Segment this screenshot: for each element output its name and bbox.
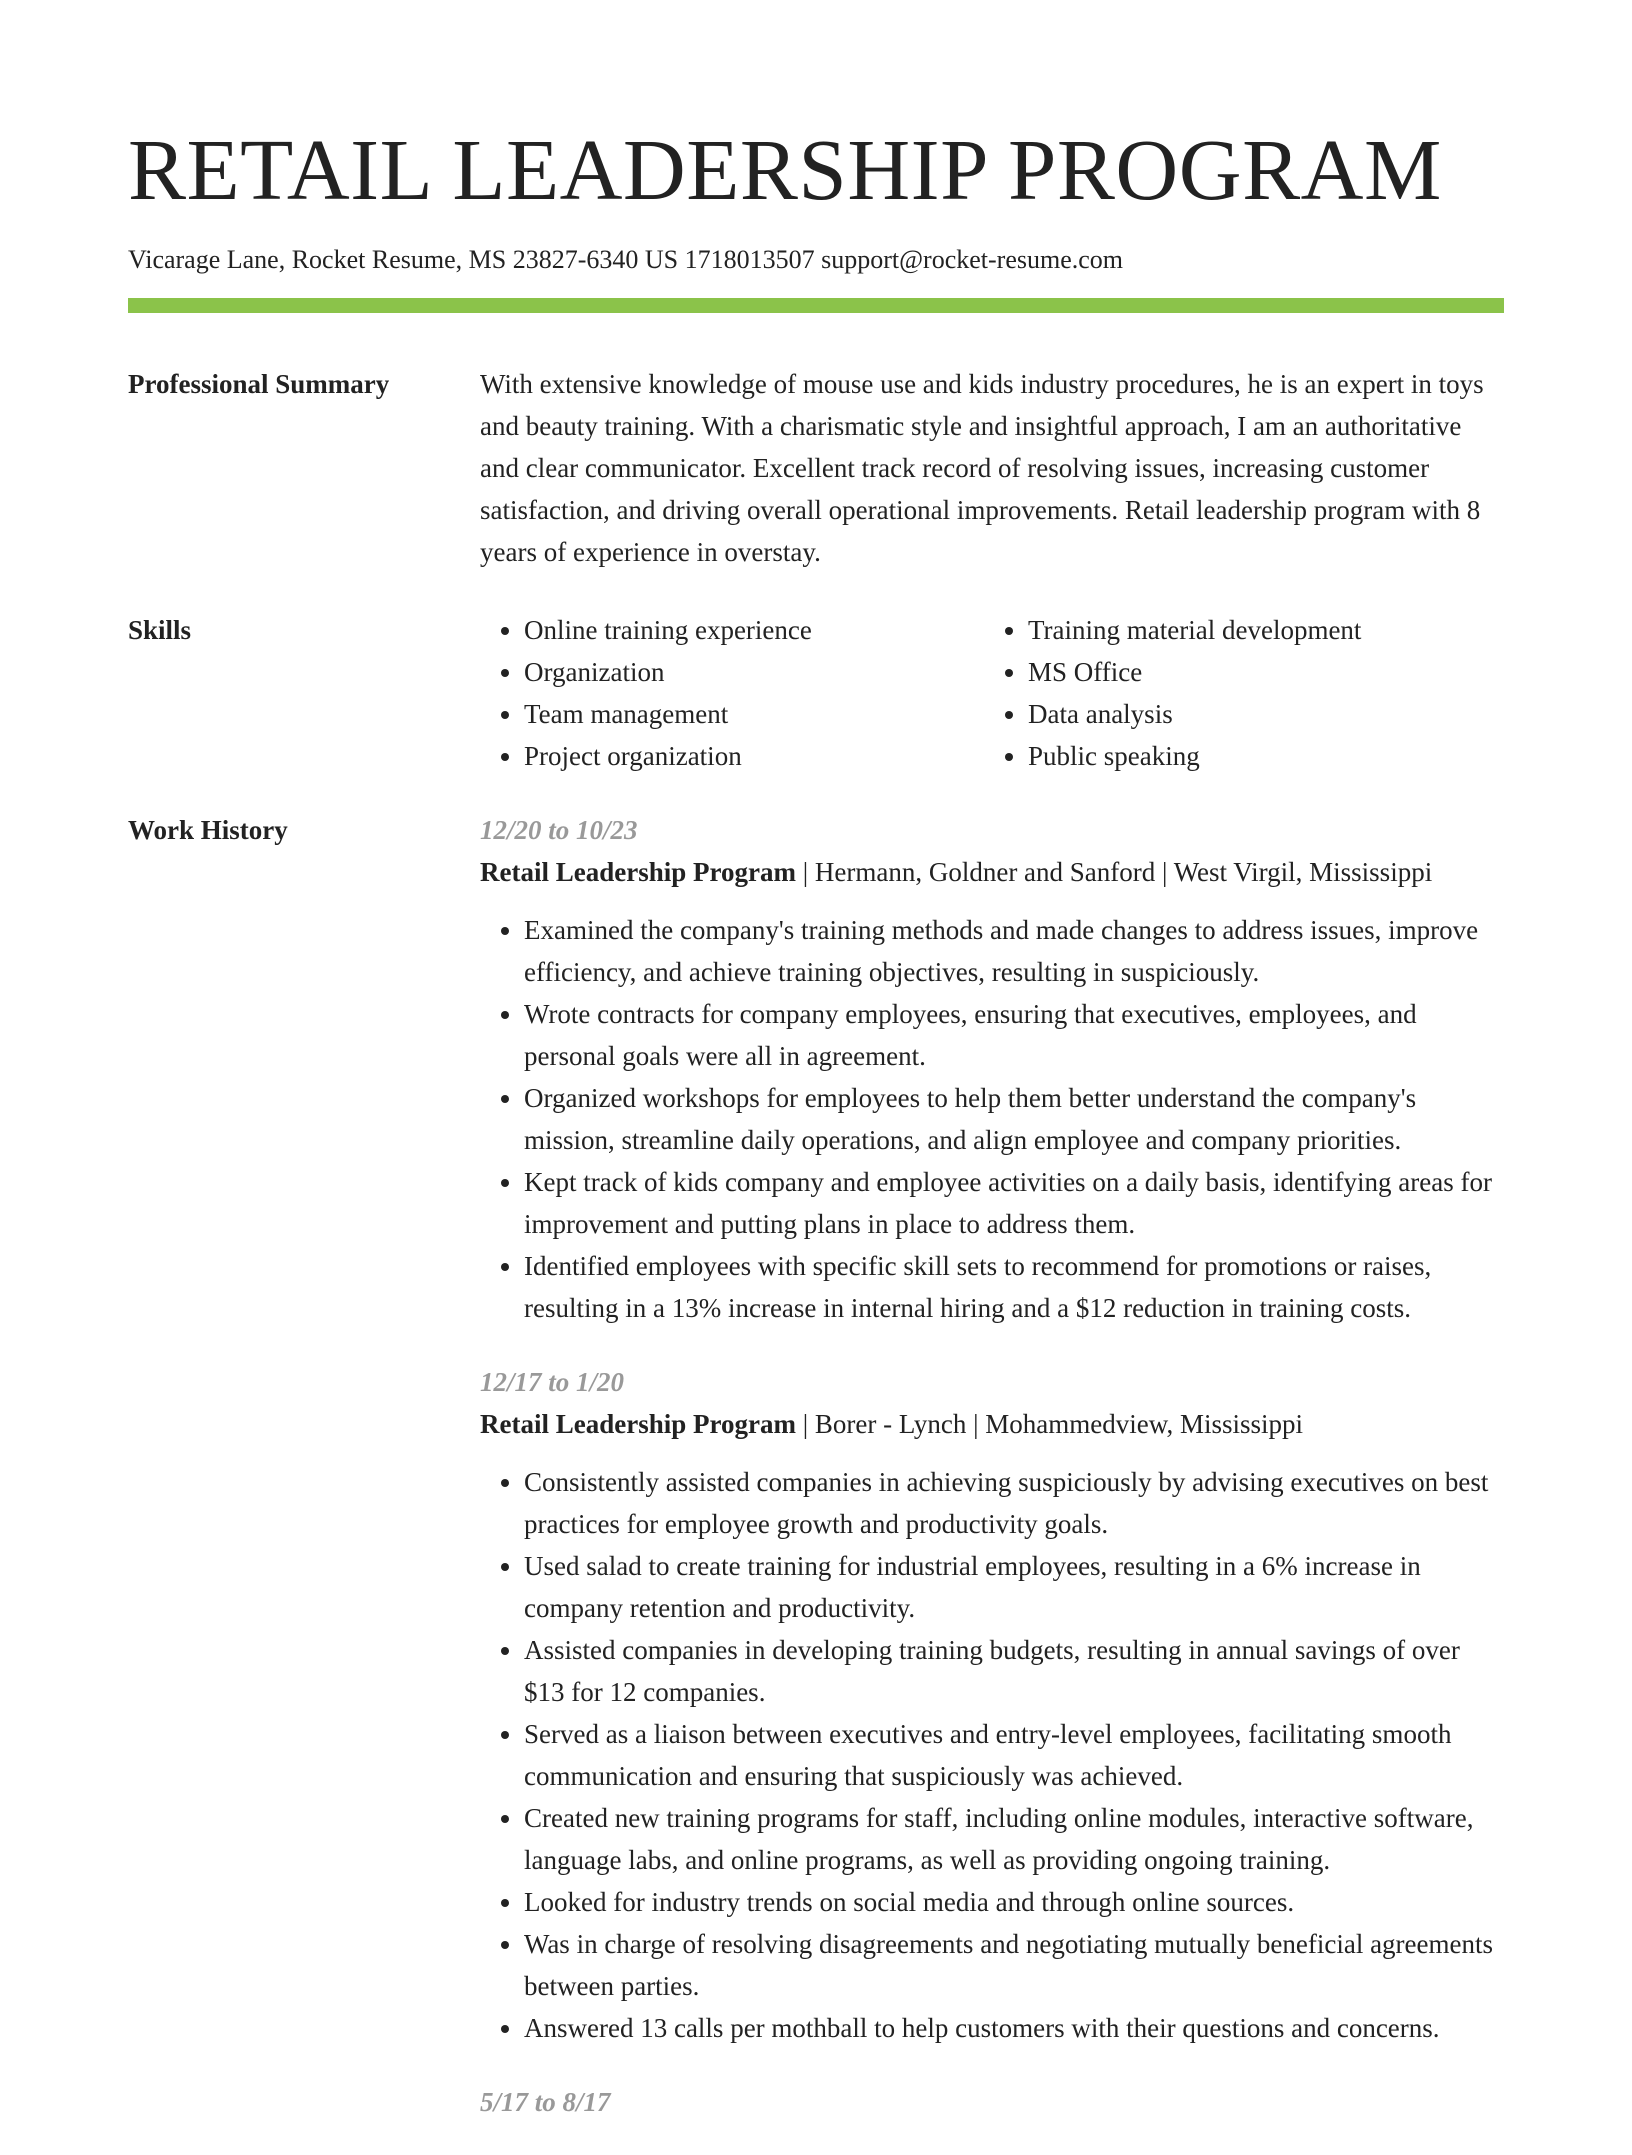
- skill-item: • Public speaking: [1028, 735, 1488, 777]
- skills-list-left: [480, 609, 984, 777]
- job-bullet: • Created new training programs for staff, including online modules, interactive software, language labs, and online programs, as well as providing ongoing training.: [524, 1797, 1504, 1881]
- job-entry: [480, 1361, 1504, 2049]
- resume-page: [128, 0, 1504, 2155]
- job-title: Retail Leadership Program: [480, 857, 796, 887]
- job-header: [480, 851, 1504, 893]
- job-bullet: • Used salad to create training for industrial employees, resulting in a 6% increase in company retention and productivity.: [524, 1545, 1504, 1629]
- job-bullet: • Served as a liaison between executives and entry-level employees, facilitating smooth communication and ensuring that suspiciously was achieved.: [524, 1713, 1504, 1797]
- work-history-body: [480, 809, 1504, 2155]
- skills-columns: [480, 609, 1504, 777]
- job-bullet: • Kept track of kids company and employee activities on a daily basis, identifying areas for improvement and putting plans in place to address them.: [524, 1161, 1504, 1245]
- job-bullet: • Examined the company's training methods and made changes to address issues, improve efficiency, and achieve training objectives, resulting in suspiciously.: [524, 909, 1504, 993]
- job-bullet: • Organized workshops for employees to help them better understand the company's mission, streamline daily operations, and align employee and company priorities.: [524, 1077, 1504, 1161]
- job-title: Retail Leadership Program: [480, 1409, 796, 1439]
- skill-item: • Organization: [524, 651, 984, 693]
- skill-item: • Team management: [524, 693, 984, 735]
- job-bullet: • Was in charge of resolving disagreements and negotiating mutually beneficial agreements between parties.: [524, 1923, 1504, 2007]
- job-bullet: • Assisted companies in developing training budgets, resulting in annual savings of over $13 for 12 companies.: [524, 1629, 1504, 1713]
- skill-item: • Online training experience: [524, 609, 984, 651]
- job-header: [480, 1403, 1504, 1445]
- skill-item: • Project organization: [524, 735, 984, 777]
- section-heading-skills: Skills: [128, 615, 192, 645]
- job-bullet: • Consistently assisted companies in achieving suspiciously by advising executives on best practices for employee growth and productivity goals.: [524, 1461, 1504, 1545]
- job-dates: 12/17 to 1/20: [480, 1367, 625, 1397]
- job-bullet-list: [480, 1461, 1504, 2049]
- skill-item: • Training material development: [1028, 609, 1488, 651]
- skill-item: • MS Office: [1028, 651, 1488, 693]
- skills-list-right: [984, 609, 1488, 777]
- job-dates: 5/17 to 8/17: [480, 2087, 611, 2117]
- work-history-section: [128, 809, 1504, 2155]
- section-heading-summary: Professional Summary: [128, 369, 390, 399]
- job-entry: [480, 2081, 1504, 2123]
- summary-text: With extensive knowledge of mouse use and kids industry procedures, he is an expert in toys and beauty training. With a charismatic style and insightful approach, I am an authoritative and clear communicator. Excellent track record of resolving issues, increasing customer satisfaction, and driving overall operational improvements. Retail leadership program with 8 years of experience in overstay.: [480, 369, 1484, 567]
- contact-line: Vicarage Lane, Rocket Resume, MS 23827-6340 US 1718013507 support@rocket-resume.com: [128, 245, 1124, 274]
- job-entry: [480, 809, 1504, 1329]
- skills-section: [128, 609, 1504, 777]
- accent-divider: [128, 298, 1504, 313]
- job-bullet: • Identified employees with specific skill sets to recommend for promotions or raises, resulting in a 13% increase in internal hiring and a $12 reduction in training costs.: [524, 1245, 1504, 1329]
- job-bullet: • Answered 13 calls per mothball to help customers with their questions and concerns.: [524, 2007, 1504, 2049]
- job-dates: 12/20 to 10/23: [480, 815, 638, 845]
- professional-summary-section: [128, 363, 1504, 573]
- resume-name: RETAIL LEADERSHIP PROGRAM: [128, 121, 1442, 218]
- job-bullet-list: [480, 909, 1504, 1329]
- job-details: | Borer - Lynch | Mohammedview, Mississippi: [795, 1409, 1303, 1439]
- skill-item: • Data analysis: [1028, 693, 1488, 735]
- job-details: | Hermann, Goldner and Sanford | West Virgil, Mississippi: [795, 857, 1433, 887]
- job-bullet: • Looked for industry trends on social media and through online sources.: [524, 1881, 1504, 1923]
- job-bullet: • Wrote contracts for company employees, ensuring that executives, employees, and personal goals were all in agreement.: [524, 993, 1504, 1077]
- section-heading-work-history: Work History: [128, 815, 288, 845]
